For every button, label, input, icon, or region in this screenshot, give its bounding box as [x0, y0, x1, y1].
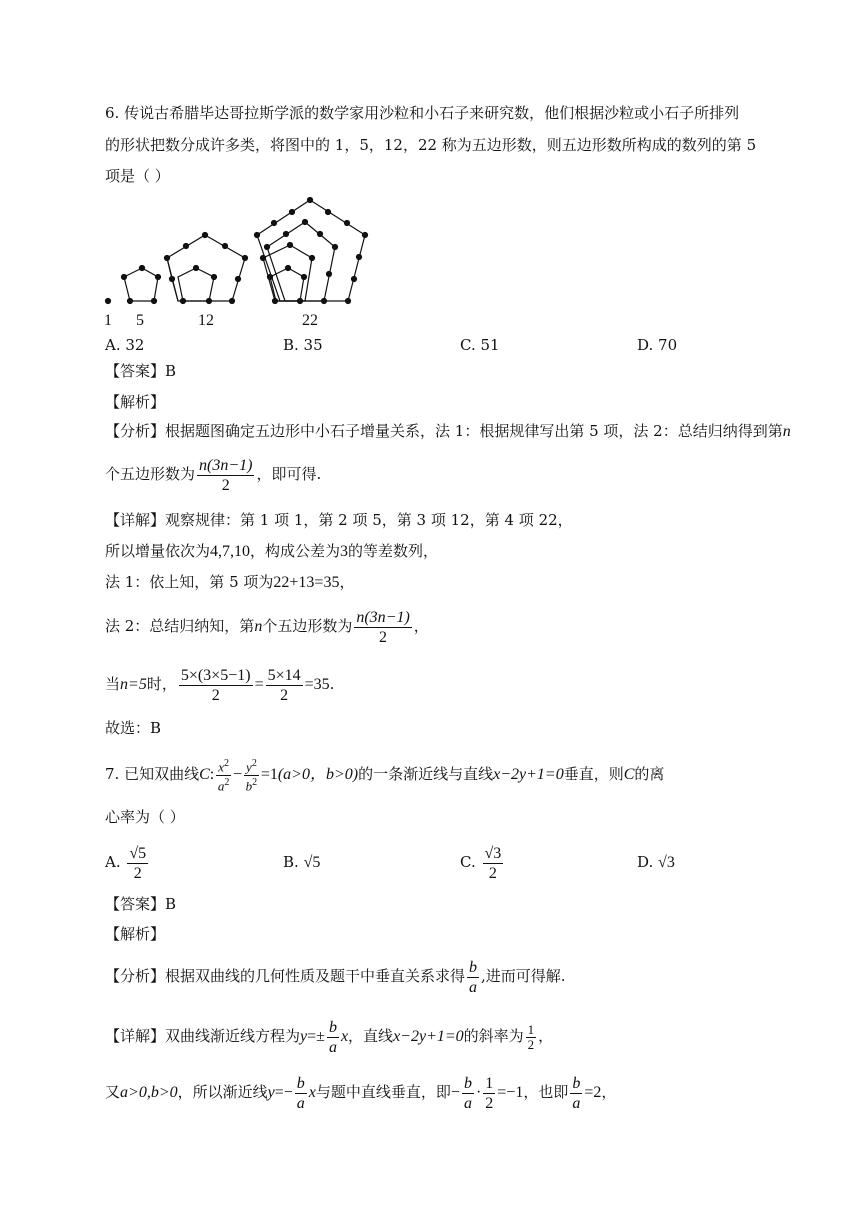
y2-over-b2: $\frac{y^2}{b^2}$ [245, 758, 258, 793]
q6-detail4-mid: 个五边形数为 [262, 617, 353, 635]
q7-stem-mid: 的一条渐近线与直线 [358, 765, 494, 783]
q7-option-a [105, 840, 150, 884]
q6-stem-line2: 的形状把数分成许多类，将图中的 1，5，12，22 称为五边形数，则五边形数所构成的数列的第 5 [105, 136, 757, 154]
b-over-a-result: $\frac{b}{a}$ [572, 1074, 581, 1112]
q6-fenxi2-post: ，即可得. [256, 465, 322, 483]
q6-detail-line5: 当n=5时， $\frac{5\times(3\times 5-1)}{2}$ = $\frac{5\times 14}{2}$ =35. [105, 666, 335, 704]
figure-label-5: 5 [136, 312, 144, 329]
q7-stem-line2: 心率为（ ） [105, 808, 185, 826]
q6-detail2-post: 的等差数列， [348, 542, 439, 560]
q7-answer: 【答案】B [105, 895, 177, 913]
q7-b-value: √5 [303, 854, 321, 871]
calc-result: =35 [304, 676, 330, 693]
q7-stem-post: 垂直，则 [563, 765, 624, 783]
formula-numerator: n(3n−1) [199, 456, 253, 474]
q6-detail-line1: 【详解】观察规律：第 1 项 1，第 2 项 5，第 3 项 12，第 4 项 22， [105, 511, 573, 529]
q7-option-b [283, 852, 320, 873]
half: $\frac{1}{2}$ [485, 1074, 494, 1112]
calc-num-2: 5×14 [267, 666, 301, 684]
calc-frac-2 [266, 666, 303, 705]
q7-fenxi [105, 954, 566, 998]
q6-detail-line2 [105, 541, 438, 562]
q7-condition: (a>0，b>0) [277, 766, 359, 783]
calc-den-1: 2 [211, 686, 220, 704]
q7-d-value: √3 [658, 854, 675, 871]
q7-detail2-post: 与题中直线垂直，即 [315, 1083, 451, 1101]
q7-c-den: 2 [488, 864, 497, 882]
b-symbol: b [245, 777, 253, 793]
q6-fenxi-line1 [105, 421, 791, 442]
q6-option-c: C. 51 [460, 336, 500, 354]
q7-fenxi-pre: 【分析】根据双曲线的几何性质及题干中垂直关系求得 [105, 967, 466, 985]
q6-option-a: A. 32 [105, 336, 145, 354]
q7-detail2-cond: a>0,b>0 [120, 1084, 178, 1101]
q7-detail1-mid: ，直线 [348, 1027, 394, 1045]
line-equation-2: x−2y+1=0 [393, 1028, 464, 1045]
q6-fenxi-n: n [782, 423, 791, 440]
q6-detail2-pre: 所以增量依次为 [105, 542, 211, 560]
q7-option-d-label: D. [637, 853, 654, 871]
n-equals-5: n=5 [120, 676, 147, 693]
increments: 4,7,10 [210, 543, 251, 560]
q6-detail4-n: n [254, 618, 263, 635]
q7-c-num: √3 [484, 844, 502, 862]
formula2-denominator: 2 [379, 628, 388, 646]
calc-den-2: 2 [280, 686, 289, 704]
q6-stem-line1: 6. 传说古希腊毕达哥拉斯学派的数学家用沙粒和小石子来研究数，他们根据沙粒或小石子所排列 [105, 104, 740, 122]
q6-detail4-pre: 法 2：总结归纳知，第 [105, 617, 255, 635]
q7-detail-line2: 又a>0,b>0，所以渐近线y=− $\frac{b}{a}$ x与题中直线垂直，即− $\frac{b}{a}$ · $\frac{1}{2}$ =−1，也即 $\frac{b}{a}$ =2， [105, 1074, 617, 1112]
q7-stem-pre: 7. 已知双曲线 [105, 765, 200, 783]
q6-detail-line3 [105, 572, 354, 593]
q7-comma: ， [538, 1027, 554, 1045]
q6-option-b: B. 35 [283, 336, 323, 354]
q7-a-num: √5 [129, 844, 147, 862]
q6-detail5-mid: 时， [146, 675, 177, 693]
pentagonal-formula-2 [354, 608, 411, 647]
dot-1 [106, 299, 111, 304]
b-over-a: $\frac{b}{a}$ [469, 958, 478, 996]
q6-detail4-post: ， [413, 617, 429, 635]
calc-frac-1 [179, 666, 253, 705]
q6-detail3-pre: 法 1：依上知，第 5 项为 [105, 573, 274, 591]
q6-option-d: D. 70 [637, 336, 678, 354]
figure-label-1: 1 [104, 312, 112, 329]
pentagonal-number-figure [100, 195, 380, 335]
slope-one-half: $\frac{1}{2}$ [527, 1021, 535, 1052]
figure-label-12: 12 [198, 312, 214, 329]
q7-detail1-pre: 【详解】双曲线渐近线方程为 [105, 1027, 301, 1045]
q7-detail2-pre: 又 [105, 1083, 121, 1101]
q6-detail2-mid: ，构成公差为 [250, 542, 341, 560]
q6-detail5-end: . [329, 675, 335, 693]
q6-detail3-post: ， [339, 573, 355, 591]
q6-fenxi-line2 [105, 452, 321, 496]
q7-option-d [637, 852, 675, 873]
q6-choose: 故选：B [105, 719, 162, 737]
q6-stem-line3: 项是（ ） [105, 167, 170, 185]
q7-detail2-also: ，也即 [523, 1083, 569, 1101]
calc-num-1: 5×(3×5−1) [180, 666, 251, 684]
q6-fenxi-text: 【分析】根据题图确定五边形中小石子增量关系，法 1：根据规律写出第 5 项，法 2：总结归纳得到第 [105, 422, 783, 440]
pentagonal-formula [197, 456, 254, 495]
x2-over-a2: $\frac{x^2}{a^2}$ [217, 758, 230, 793]
neg-slope-2: $\frac{b}{a}$ [463, 1074, 472, 1112]
line-equation: x−2y+1=0 [493, 766, 564, 783]
q6-answer: 【答案】B [105, 362, 177, 380]
common-difference: 3 [340, 543, 349, 560]
q7-detail2-mid: ，所以渐近线 [177, 1083, 268, 1101]
q7-detail-line1: 【详解】双曲线渐近线方程为y=± $\frac{b}{a}$ x，直线x−2y+1=0的斜率为 $\frac{1}{2}$ ， [105, 1018, 554, 1056]
neg-slope: $\frac{b}{a}$ [296, 1074, 305, 1112]
q6-analysis-heading: 【解析】 [105, 393, 166, 411]
q6-detail5-pre: 当 [105, 675, 121, 693]
asymptote-slope: $\frac{b}{a}$ [328, 1018, 337, 1056]
figure-label-22: 22 [302, 312, 318, 329]
q7-comma-2: ， [601, 1083, 617, 1101]
q7-option-c [460, 840, 505, 884]
q7-fenxi-post: ,进而可得解. [481, 967, 566, 985]
q7-option-a-label: A. [105, 853, 121, 871]
q7-option-b-label: B. [283, 853, 299, 871]
q7-stem-end: 的离 [634, 765, 665, 783]
q7-option-c-label: C. [460, 853, 476, 871]
a-symbol: a [217, 777, 225, 793]
q7-stem-line1: 7. 已知双曲线C: $\frac{x^2}{a^2}$ − $\frac{y^2}{b^2}$ =1(a>0，b>0)的一条渐近线与直线x−2y+1=0垂直，则C的离 [105, 758, 665, 793]
q6-fenxi2-pre: 个五边形数为 [105, 465, 196, 483]
curve-name-2: C [623, 766, 635, 783]
formula-denominator: 2 [221, 476, 230, 494]
q7-option-a-value [127, 844, 148, 883]
perp-product: =−1 [497, 1084, 524, 1101]
q7-a-den: 2 [133, 864, 142, 882]
formula2-numerator: n(3n−1) [356, 608, 410, 626]
q7-analysis-heading: 【解析】 [105, 925, 166, 943]
fifth-term-calc: 22+13=35 [273, 574, 340, 591]
ratio-result: =2 [584, 1084, 602, 1101]
q7-detail1-post: 的斜率为 [463, 1027, 524, 1045]
curve-name: C [199, 766, 210, 783]
q7-option-c-value [483, 844, 504, 883]
q6-detail-line4 [105, 604, 429, 649]
